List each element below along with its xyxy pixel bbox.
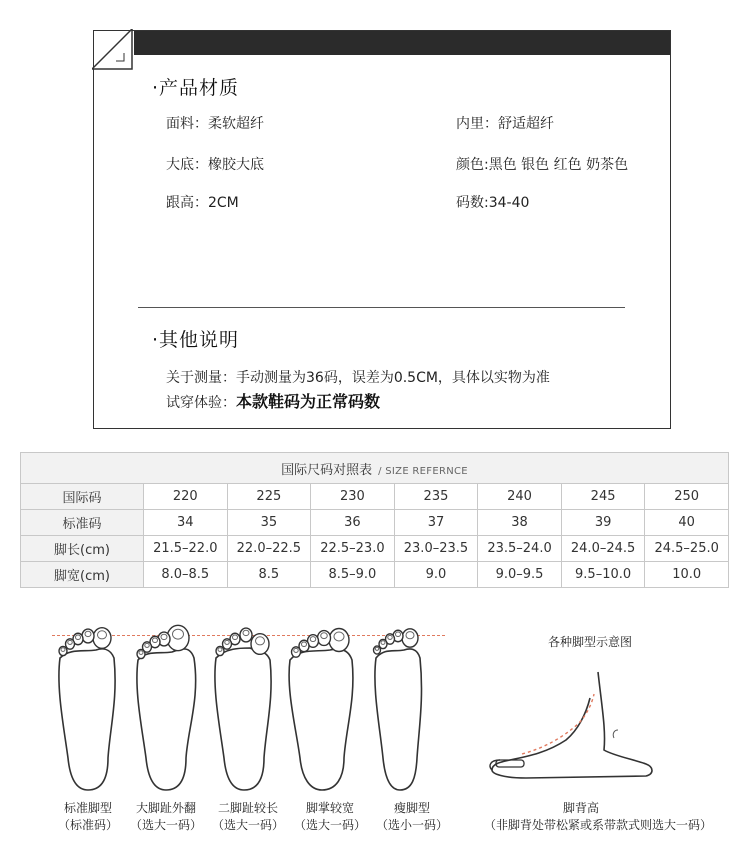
table-cell: 23.0–23.5 [394,536,478,562]
table-cell: 9.5–10.0 [561,562,645,588]
foot-type-section [0,600,750,860]
wide-forefoot-icon [284,618,364,794]
lining-spec: 内里：舒适超纤 [456,116,554,132]
table-cell: 235 [394,484,478,510]
foot-type-caption [206,800,290,834]
table-cell: 37 [394,510,478,536]
table-row [21,536,729,562]
table-title-cell [21,453,729,484]
row-label: 脚长(cm) [21,536,144,562]
fabric-spec: 面料：柔软超纤 [166,116,264,132]
foot-type-advice: （选大一码） [129,818,202,832]
fit-note-value: 本款鞋码为正常码数 [236,392,381,411]
long-second-toe-foot-icon [206,618,286,794]
instep-name: 脚背高 [562,801,599,815]
card-top-bar [134,31,670,55]
fit-note [166,389,380,412]
table-cell: 220 [144,484,228,510]
table-cell: 22.5–23.0 [311,536,395,562]
bunion-foot-icon [128,618,208,794]
table-cell: 9.0–9.5 [478,562,562,588]
material-section-title: ·产品材质 [152,77,240,99]
size-range-spec: 码数:34-40 [456,195,530,211]
table-cell: 9.0 [394,562,478,588]
table-row [21,562,729,588]
table-cell: 230 [311,484,395,510]
table-row [21,484,729,510]
measure-note: 关于测量：手动测量为36码，误差为0.5CM，具体以实物为准 [166,370,550,386]
table-title-row [21,453,729,484]
table-cell: 8.5 [227,562,311,588]
high-instep-foot-icon [486,668,676,788]
material-card [93,30,671,429]
foot-type-advice: （选大一码） [211,818,284,832]
standard-foot-icon [50,618,130,794]
heel-spec: 跟高：2CM [166,195,239,211]
table-cell: 24.0–24.5 [561,536,645,562]
table-cell: 40 [645,510,729,536]
diagram-title: 各种脚型示意图 [548,635,633,649]
table-cell: 240 [478,484,562,510]
table-cell: 8.5–9.0 [311,562,395,588]
table-cell: 21.5–22.0 [144,536,228,562]
table-cell: 23.5–24.0 [478,536,562,562]
table-title: 国际尺码对照表 [281,462,373,478]
size-reference-table [20,452,729,588]
table-cell: 10.0 [645,562,729,588]
foot-type-advice: （选大一码） [293,818,366,832]
row-label: 脚宽(cm) [21,562,144,588]
foot-type-name: 标准脚型 [63,801,112,815]
table-cell: 34 [144,510,228,536]
foot-type-name: 瘦脚型 [393,801,430,815]
foot-type-name: 脚掌较宽 [305,801,354,815]
table-cell: 35 [227,510,311,536]
fit-note-label: 试穿体验： [166,395,236,411]
folded-corner-icon [92,29,136,73]
row-label: 标准码 [21,510,144,536]
foot-type-name: 大脚趾外翻 [135,801,196,815]
foot-type-caption [124,800,208,834]
foot-type-caption [370,800,454,834]
foot-type-caption [288,800,372,834]
table-cell: 225 [227,484,311,510]
table-cell: 245 [561,484,645,510]
color-spec: 颜色:黑色 银色 红色 奶茶色 [456,157,629,173]
table-cell: 39 [561,510,645,536]
table-subtitle: / SIZE REFERNCE [378,465,468,477]
sole-spec: 大底：橡胶大底 [166,157,264,173]
row-label: 国际码 [21,484,144,510]
foot-type-advice: （选小一码） [375,818,448,832]
foot-type-caption [46,800,130,834]
slim-foot-icon [362,618,442,794]
table-row [21,510,729,536]
table-cell: 36 [311,510,395,536]
table-cell: 250 [645,484,729,510]
section-divider [138,307,625,308]
notes-section-title: ·其他说明 [152,329,240,351]
instep-advice: （非脚背处带松紧或系带款式则选大一码） [483,818,712,832]
table-cell: 22.0–22.5 [227,536,311,562]
foot-type-name: 二脚趾较长 [217,801,278,815]
table-cell: 24.5–25.0 [645,536,729,562]
table-cell: 8.0–8.5 [144,562,228,588]
table-cell: 38 [478,510,562,536]
foot-type-advice: （标准码） [57,818,118,832]
